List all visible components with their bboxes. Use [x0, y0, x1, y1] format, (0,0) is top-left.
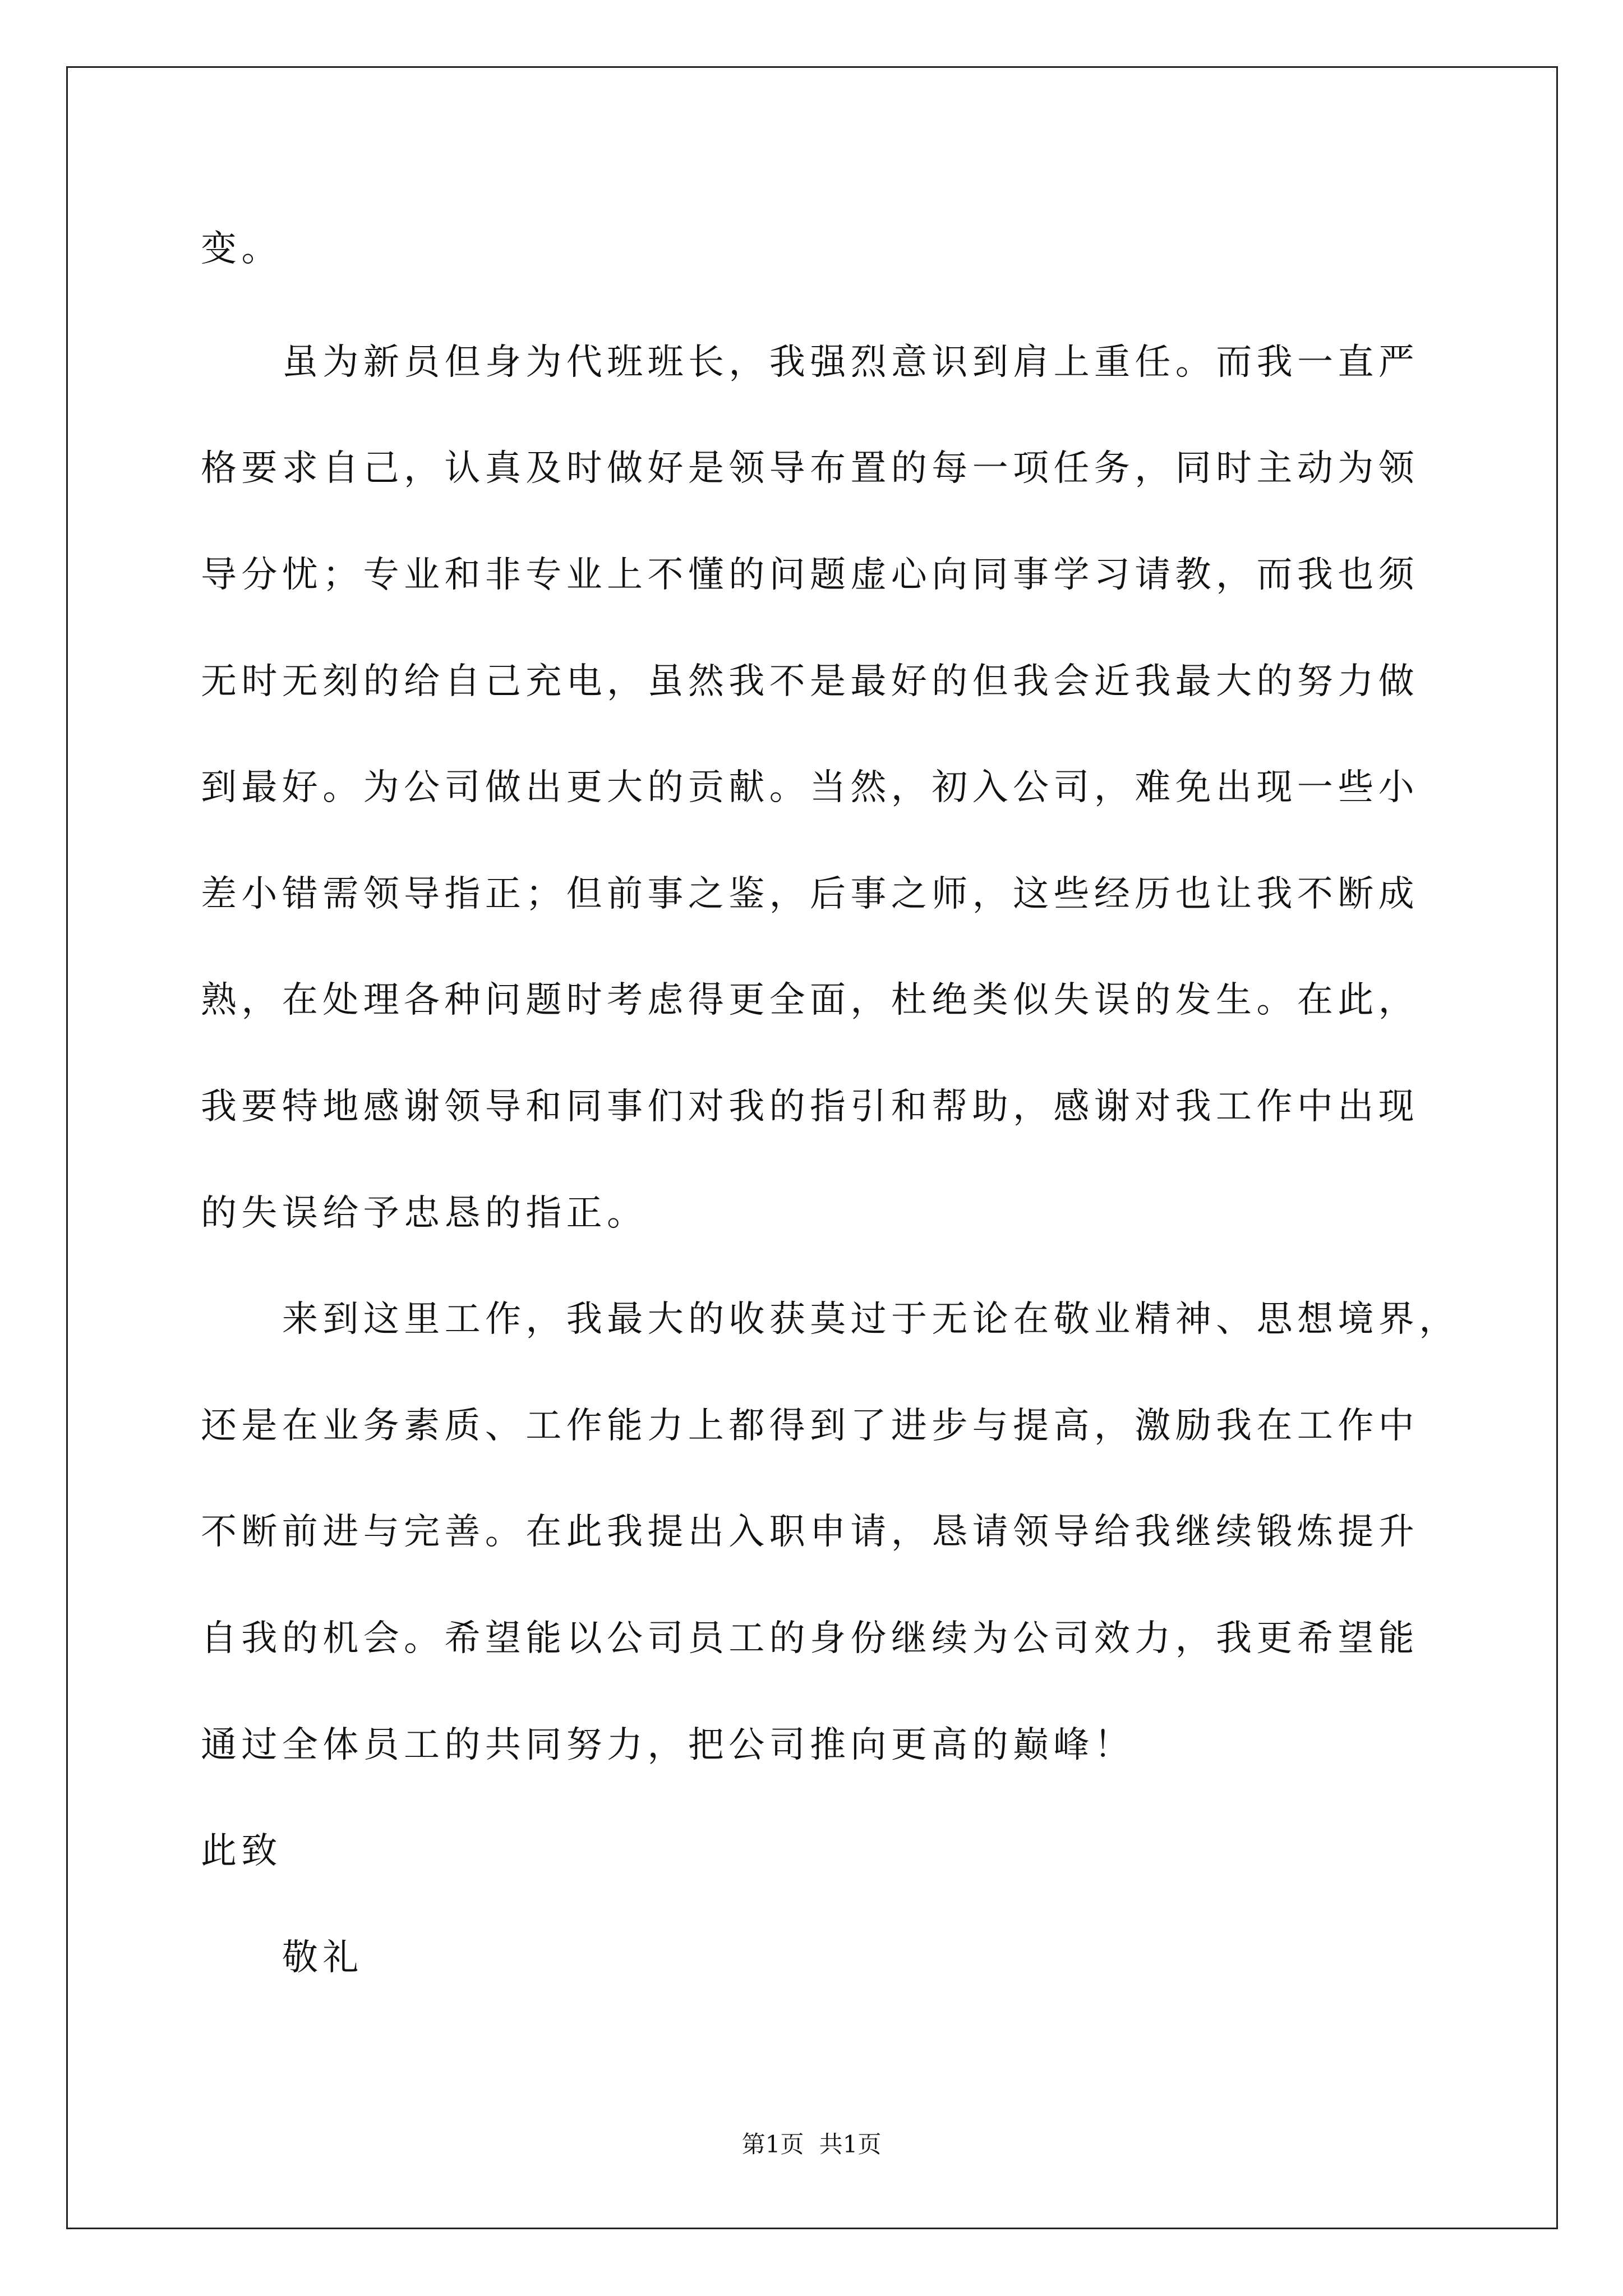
paragraph-line: 的失误给予忠恳的指正。 [201, 1193, 648, 1234]
paragraph-line: 无时无刻的给自己充电，虽然我不是最好的但我会近我最大的努力做 [201, 661, 1419, 702]
paragraph-line: 自我的机会。希望能以公司员工的身份继续为公司效力，我更希望能 [201, 1618, 1419, 1659]
paragraph-line: 虽为新员但身为代班班长，我强烈意识到肩上重任。而我一直严 [282, 342, 1419, 383]
page-number-footer: 第1页 共1页 [741, 2131, 882, 2158]
paragraph-line: 还是在业务素质、工作能力上都得到了进步与提高，激励我在工作中 [201, 1405, 1419, 1447]
paragraph-line: 导分忧；专业和非专业上不懂的问题虚心向同事学习请教，而我也须 [201, 554, 1419, 596]
paragraph-line: 变。 [201, 228, 282, 270]
paragraph-line: 不断前进与完善。在此我提出入职申请，恳请领导给我继续锻炼提升 [201, 1511, 1419, 1553]
paragraph-line: 格要求自己，认真及时做好是领导布置的每一项任务，同时主动为领 [201, 448, 1419, 489]
paragraph-line: 我要特地感谢领导和同事们对我的指引和帮助，感谢对我工作中出现 [201, 1086, 1419, 1128]
page-border [66, 66, 1558, 2229]
paragraph-line: 通过全体员工的共同努力，把公司推向更高的巅峰！ [201, 1724, 1135, 1766]
salutation-line: 敬礼 [282, 1937, 363, 1978]
paragraph-line: 熟，在处理各种问题时考虑得更全面，杜绝类似失误的发生。在此， [201, 979, 1419, 1021]
closing-line: 此致 [201, 1830, 282, 1872]
paragraph-line: 来到这里工作，我最大的收获莫过于无论在敬业精神、思想境界， [282, 1299, 1460, 1340]
paragraph-line: 差小错需领导指正；但前事之鉴，后事之师，这些经历也让我不断成 [201, 873, 1419, 915]
paragraph-line: 到最好。为公司做出更大的贡献。当然，初入公司，难免出现一些小 [201, 767, 1419, 808]
